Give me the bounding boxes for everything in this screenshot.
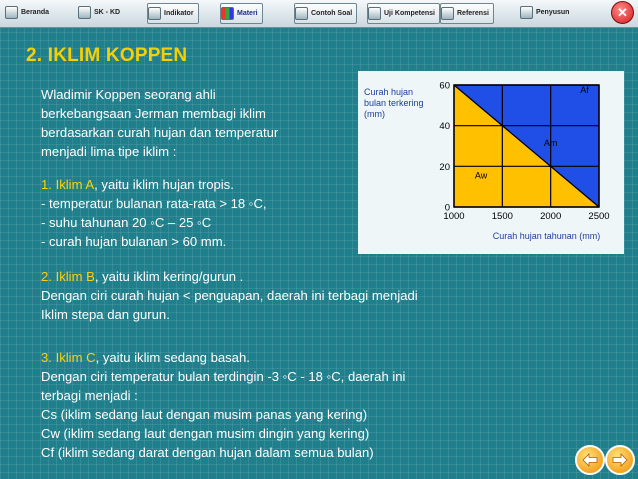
region-label-af: Af bbox=[580, 85, 589, 96]
next-arrow-icon bbox=[611, 453, 629, 467]
climate-c-desc: , yaitu iklim sedang basah. bbox=[95, 350, 250, 365]
climate-c-line-1: Dengan ciri temperatur bulan terdingin -3 ◦C - 18 ◦C, daerah ini bbox=[41, 369, 406, 384]
close-icon: ✕ bbox=[617, 4, 628, 20]
nav-sk-kd-label: SK - KD bbox=[94, 9, 121, 16]
home-icon bbox=[5, 6, 18, 19]
nav-indikator-label: Indikator bbox=[164, 10, 194, 17]
previous-button[interactable] bbox=[575, 445, 605, 475]
nav-uji-kompetensi-label: Uji Kompetensi bbox=[384, 10, 435, 17]
koppen-chart bbox=[358, 71, 624, 254]
x-tick-label-2: 2000 bbox=[540, 211, 562, 222]
nav-penyusun-button[interactable] bbox=[520, 3, 569, 22]
climate-a-name: Iklim A bbox=[55, 177, 95, 192]
y-tick-label-2: 40 bbox=[439, 121, 450, 133]
y-tick-label-0: 0 bbox=[444, 202, 450, 214]
climate-b-name: Iklim B bbox=[55, 269, 95, 284]
climate-b-line-2: Iklim stepa dan gurun. bbox=[41, 307, 170, 322]
climate-c-line-3: Cs (iklim sedang laut dengan musim panas yang kering) bbox=[41, 407, 368, 422]
climate-a-line-1: - temperatur bulanan rata-rata > 18 ◦C, bbox=[41, 196, 267, 211]
y-tick-label-3: 60 bbox=[439, 80, 450, 92]
nav-beranda-button[interactable] bbox=[5, 3, 49, 22]
x-tick-label-0: 1000 bbox=[443, 211, 465, 222]
nav-penyusun-label: Penyusun bbox=[536, 9, 570, 16]
climate-a-line-2: - suhu tahunan 20 ◦C – 25 ◦C bbox=[41, 215, 212, 230]
list-icon bbox=[148, 7, 161, 20]
climate-c-heading bbox=[41, 349, 250, 368]
intro-line-4: menjadi lima tipe iklim : bbox=[41, 144, 177, 159]
nav-materi-button[interactable] bbox=[220, 3, 263, 24]
books-icon bbox=[221, 7, 234, 20]
x-tick-label-1: 1500 bbox=[491, 211, 513, 222]
nav-contoh-soal-button[interactable] bbox=[294, 3, 357, 24]
climate-b-line-1: Dengan ciri curah hujan < penguapan, daerah ini terbagi menjadi bbox=[41, 288, 418, 303]
top-nav-bar bbox=[0, 0, 638, 28]
page-title: 2. IKLIM KOPPEN bbox=[26, 45, 188, 66]
nav-indikator-button[interactable] bbox=[147, 3, 199, 24]
y-axis-label-line-1: Curah hujan bbox=[364, 87, 414, 97]
climate-c-name: Iklim C bbox=[55, 350, 96, 365]
close-button[interactable] bbox=[611, 1, 634, 24]
climate-a-line-3: - curah hujan bulanan > 60 mm. bbox=[41, 234, 227, 249]
climate-a-desc: , yaitu iklim hujan tropis. bbox=[94, 177, 234, 192]
y-axis-label-line-3: (mm) bbox=[364, 109, 385, 119]
next-button[interactable] bbox=[605, 445, 635, 475]
nav-contoh-soal-label: Contoh Soal bbox=[311, 10, 353, 17]
climate-b-number: 2. bbox=[41, 269, 52, 284]
climate-c-line-2: terbagi menjadi : bbox=[41, 388, 138, 403]
climate-a-number: 1. bbox=[41, 177, 52, 192]
nav-referensi-button[interactable] bbox=[440, 3, 494, 24]
x-tick-label-3: 2500 bbox=[588, 211, 610, 222]
person-icon bbox=[520, 6, 533, 19]
nav-materi-label: Materi bbox=[237, 10, 258, 17]
climate-c-line-5: Cf (iklim sedang darat dengan hujan dalam semua bulan) bbox=[41, 445, 374, 460]
y-tick-label-1: 20 bbox=[439, 161, 450, 173]
nav-beranda-label: Beranda bbox=[21, 9, 50, 16]
climate-b-heading bbox=[41, 268, 243, 287]
nav-uji-kompetensi-button[interactable] bbox=[367, 3, 440, 24]
test-icon bbox=[368, 7, 381, 20]
x-axis-label: Curah hujan tahunan (mm) bbox=[492, 231, 601, 241]
intro-line-3: berdasarkan curah hujan dan temperatur bbox=[41, 125, 279, 140]
climate-c-line-4: Cw (iklim sedang laut dengan musim dingin yang kering) bbox=[41, 426, 370, 441]
intro-line-1: Wladimir Koppen seorang ahli bbox=[41, 87, 216, 102]
climate-a-heading bbox=[41, 176, 234, 195]
climate-c-number: 3. bbox=[41, 350, 52, 365]
region-label-am: Am bbox=[543, 138, 558, 148]
nav-referensi-label: Referensi bbox=[457, 10, 489, 17]
reference-icon bbox=[441, 7, 454, 20]
question-icon bbox=[295, 7, 308, 20]
region-label-aw: Aw bbox=[474, 170, 488, 181]
document-icon bbox=[78, 6, 91, 19]
nav-sk-kd-button[interactable] bbox=[78, 3, 120, 22]
previous-arrow-icon bbox=[581, 453, 599, 467]
y-axis-label-line-2: bulan terkering bbox=[364, 98, 424, 108]
intro-line-2: berkebangsaan Jerman membagi iklim bbox=[41, 106, 266, 121]
climate-b-desc: , yaitu iklim kering/gurun . bbox=[94, 269, 244, 284]
koppen-chart-svg bbox=[358, 71, 624, 254]
